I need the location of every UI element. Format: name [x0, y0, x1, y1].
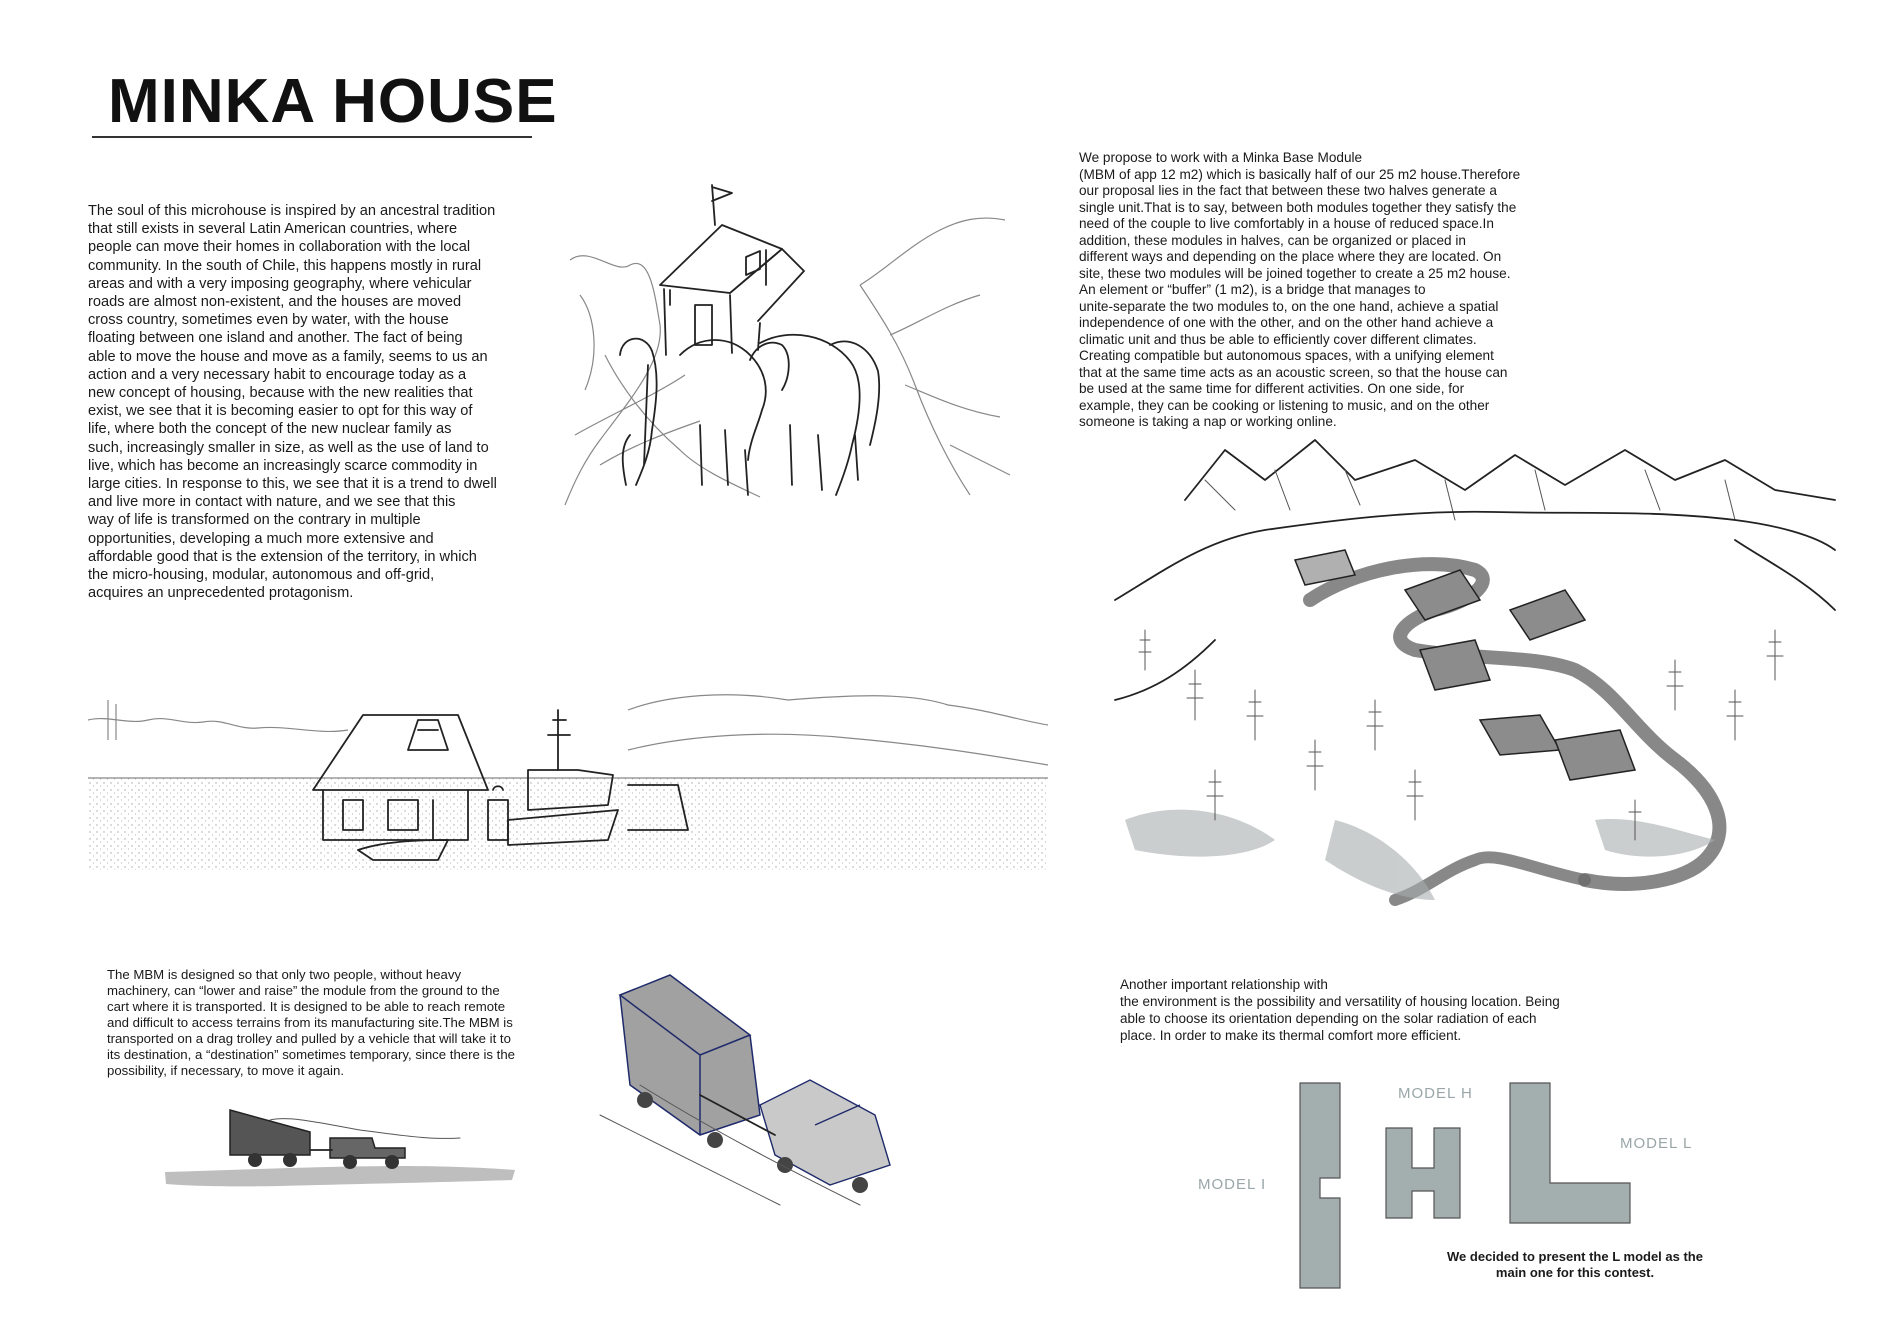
conclusion-text: We decided to present the L model as the main one for this contest. [1447, 1249, 1703, 1280]
model-l-label: MODEL L [1620, 1135, 1693, 1152]
landscape-sketch [1115, 440, 1835, 920]
trailer-side-sketch [160, 1100, 520, 1200]
trailer-iso-sketch [600, 975, 960, 1205]
intro-paragraph: The soul of this microhouse is inspired by an ancestral tradition that still exists in several Latin American countries, where people can move their homes in collaboration with the local community. In the south of Chile, this happens mostly in rural areas and with a very imposing geography, where vehicular roads are almost non-existent, and the houses are moved cross country, sometimes even by water, with the house floating between one island and another. The fact of being able to move the house and move as a family, seems to us an action and a very necessary habit to encourage today as a new concept of housing, because with the new realities that exist, we see that it is becoming easier to opt for this way of life, where both the concept of the new nuclear family as such, increasingly smaller in size, as well as the use of land to live, which has become an increasingly scarce commodity in large cities. In response to this, we see that it is a trend to dwell and live more in contact with nature, and we see that this way of life is transformed on the contrary in multiple opportunities, developing a much more extensive and affordable good that is the extension of the territory, in which the micro-housing, modular, autonomous and off-grid, acquires an unprecedented protagonism. [88, 203, 497, 602]
title-underline [92, 136, 532, 138]
model-i-label: MODEL I [1198, 1176, 1267, 1193]
model-i-shape [1300, 1083, 1340, 1288]
model-l-shape [1510, 1083, 1630, 1223]
proposal-paragraph: We propose to work with a Minka Base Module (MBM of app 12 m2) which is basically half of our 25 m2 house.Therefore our proposal lies in the fact that between these two halves generate a single unit.That is to say, between both modules together they satisfy the need of the couple to live comfortably in a house of reduced space.In addition, these modules in halves, can be organized or placed in different ways and depending on the place where they are located. On site, these two modules will be joined together to create a 25 m2 house. An element or “buffer” (1 m2), is a bridge that manages to unite-separate the two modules to, on the one hand, achieve a spatial independence of one with the other, and on the other hand achieve a climatic unit and thus be able to efficiently cover different climates. Creating compatible but autonomous spaces, with a unifying element that at the same time acts as an acoustic screen, so that the house can be used at the same time for different activities. On one side, for example, they can be cooking or listening to music, and on the other someone is taking a nap or working online. [1079, 150, 1521, 429]
environment-paragraph: Another important relationship with the environment is the possibility and versatility of housing location. Being able to choose its orientation depending on the solar radiation of each place. In order to make its thermal comfort more efficient. [1120, 977, 1560, 1043]
model-diagrams [1300, 1083, 1700, 1288]
mbm-paragraph: The MBM is designed so that only two people, without heavy machinery, can “lower and raise” the module from the ground to the cart where it is transported. It is designed to be able to reach remote and difficult to access terrains from its manufacturing site.The MBM is transported on a drag trolley and pulled by a vehicle that will take it to its destination, a “destination” sometimes temporary, since there is the possibility, if necessary, to move it again. [107, 967, 516, 1078]
page-title: MINKA HOUSE [108, 67, 558, 136]
boat-house-sketch [88, 690, 1048, 870]
model-h-label: MODEL H [1398, 1085, 1473, 1102]
model-h-shape [1386, 1128, 1460, 1218]
oxen-house-sketch [560, 185, 1020, 505]
